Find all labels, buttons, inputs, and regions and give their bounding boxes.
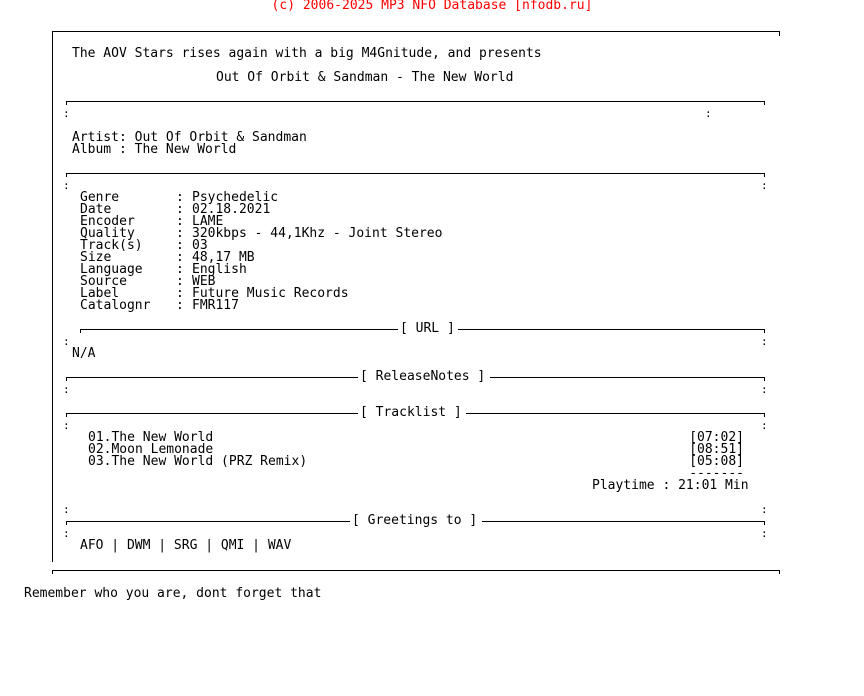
info-colon-left: : (63, 179, 70, 192)
playtime-total: Playtime : 21:01 Min (592, 478, 749, 493)
intro-line-2: Out Of Orbit & Sandman - The New World (216, 70, 514, 85)
greet-colon-top-right: : (761, 503, 768, 516)
info-value: 02.18.2021 (192, 202, 271, 217)
info-sep: : (176, 214, 184, 229)
notes-rule-right (490, 377, 764, 378)
info-label: Language (80, 262, 143, 277)
url-rule-right (458, 329, 764, 330)
info-tick-left (66, 173, 67, 177)
url-tick-left (80, 329, 81, 333)
notes-rule-left (66, 377, 358, 378)
notes-section-title: [ ReleaseNotes ] (360, 369, 486, 384)
info-box-top (66, 173, 764, 174)
url-rule-left (80, 329, 398, 330)
info-sep: : (176, 238, 184, 253)
url-section-title: [ URL ] (400, 321, 455, 336)
track-title: 03.The New World (PRZ Remix) (88, 454, 308, 469)
frame-top (52, 31, 780, 32)
notes-tick-right (764, 377, 765, 381)
box1-colon-left: : (63, 107, 70, 120)
greetings-section-title: [ Greetings to ] (352, 513, 478, 528)
tracklist-tick-right (764, 413, 765, 417)
info-value: 320kbps - 44,1Khz - Joint Stereo (192, 226, 443, 241)
frame-bottom-tick-right (779, 570, 780, 574)
track-time: [08:51] (689, 442, 744, 457)
track-title: 01.The New World (88, 430, 214, 445)
greetings-rule-right (482, 521, 764, 522)
notes-tick-left (66, 377, 67, 381)
greet-colon-top-left: : (63, 503, 70, 516)
greetings-list: AFO | DWM | SRG | QMI | WAV (80, 538, 292, 553)
info-sep: : (176, 190, 184, 205)
tracklist-colon-right: : (761, 419, 768, 432)
info-label: Size (80, 250, 112, 265)
info-sep: : (176, 202, 184, 217)
site-header: (c) 2006-2025 MP3 NFO Database [nfodb.ru] (271, 0, 593, 13)
tracklist-rule-right (466, 413, 764, 414)
frame-bottom (52, 570, 780, 571)
album-line: Album : The New World (72, 142, 237, 157)
info-label: Quality (80, 226, 135, 241)
greetings-tick-left (66, 521, 67, 525)
info-sep: : (176, 274, 184, 289)
tracklist-colon-left: : (63, 419, 70, 432)
url-value: N/A (72, 346, 96, 361)
info-label: Source (80, 274, 127, 289)
info-tick-right (764, 173, 765, 177)
frame-left (52, 31, 53, 562)
greetings-tick-right (764, 521, 765, 525)
frame-right-notch (779, 31, 780, 36)
tracklist-section-title: [ Tracklist ] (360, 405, 462, 420)
info-value: 48,17 MB (192, 250, 255, 265)
box1-colon-mid: : (705, 107, 712, 120)
info-value: English (192, 262, 247, 277)
frame-bottom-tick-left (52, 570, 53, 574)
track-time: [05:08] (689, 454, 744, 469)
info-sep: : (176, 298, 184, 313)
info-sep: : (176, 226, 184, 241)
info-value: Psychedelic (192, 190, 279, 205)
info-value: LAME (192, 214, 224, 229)
notes-colon-left: : (63, 383, 70, 396)
box1-tick-left (66, 101, 67, 105)
info-sep: : (176, 262, 184, 277)
info-value: FMR117 (192, 298, 239, 313)
url-colon-left: : (63, 335, 70, 348)
artist-line: Artist: Out Of Orbit & Sandman (72, 130, 307, 145)
greet-colon-left: : (63, 527, 70, 540)
info-label: Encoder (80, 214, 135, 229)
track-title: 02.Moon Lemonade (88, 442, 214, 457)
box1-tick-right (764, 101, 765, 105)
track-time: [07:02] (689, 430, 744, 445)
info-label: Label (80, 286, 120, 301)
notes-colon-right: : (761, 383, 768, 396)
info-label: Genre (80, 190, 120, 205)
info-sep: : (176, 286, 184, 301)
info-value: 03 (192, 238, 208, 253)
info-value: Future Music Records (192, 286, 349, 301)
box1-top (66, 101, 764, 102)
footer-text: Remember who you are, dont forget that (24, 586, 322, 601)
info-sep: : (176, 250, 184, 265)
intro-line-1: The AOV Stars rises again with a big M4Gnitude, and presents (72, 46, 542, 61)
tracklist-tick-left (66, 413, 67, 417)
url-colon-right: : (761, 335, 768, 348)
url-tick-right (764, 329, 765, 333)
info-label: Track(s) (80, 238, 143, 253)
info-label: Date (80, 202, 112, 217)
info-value: WEB (192, 274, 216, 289)
total-separator: ------- (689, 466, 744, 481)
greet-colon-right: : (761, 527, 768, 540)
info-colon-right: : (761, 179, 768, 192)
info-label: Catalognr (80, 298, 151, 313)
greetings-rule-left (66, 521, 350, 522)
tracklist-rule-left (66, 413, 358, 414)
